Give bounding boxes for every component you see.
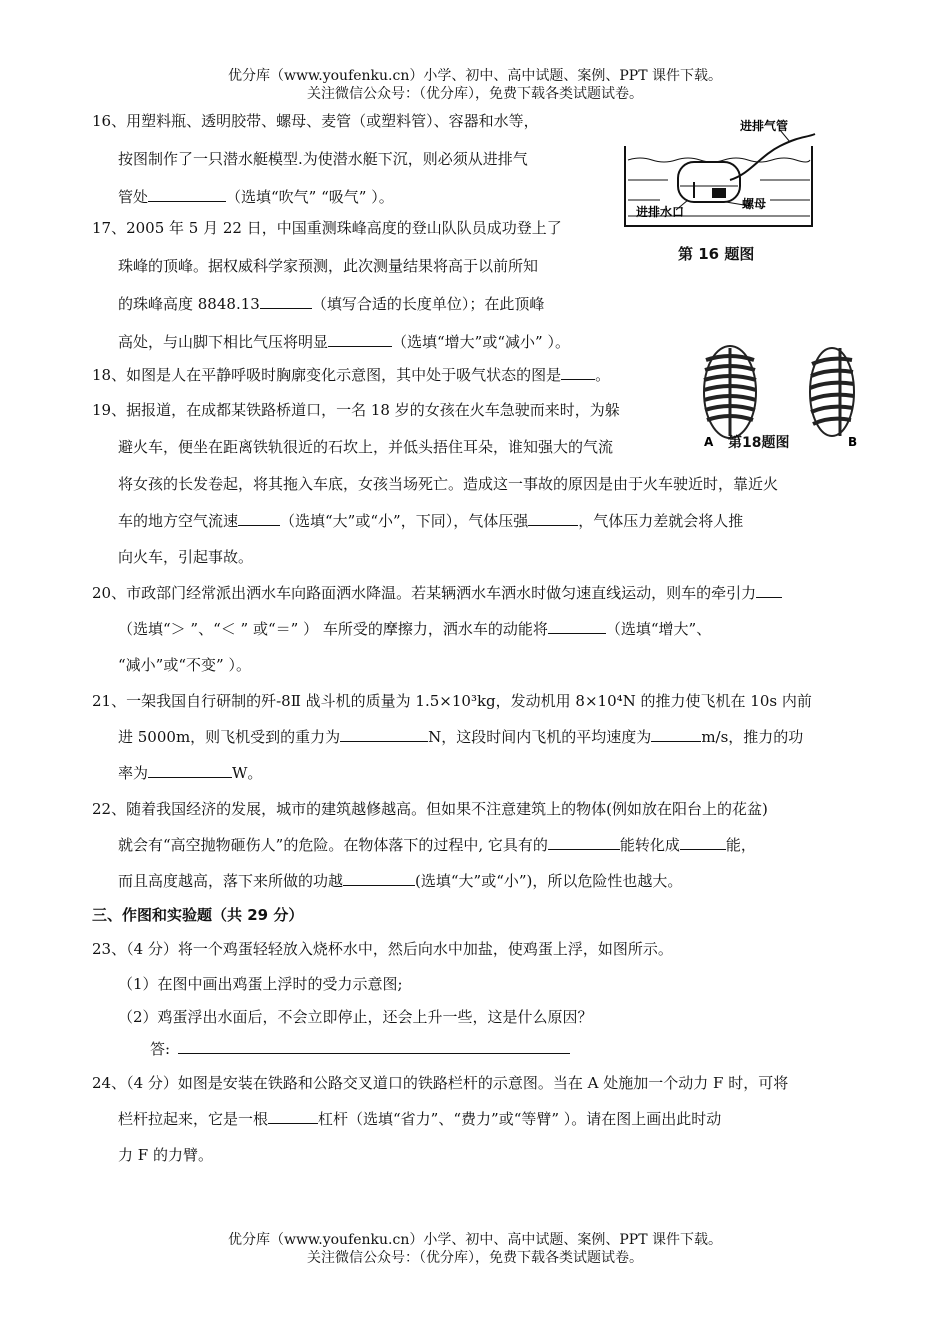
fig16-label-tube: 进排气管 [740, 119, 789, 133]
q23-answer-label: 答: [150, 1040, 171, 1058]
q20-force-blank[interactable] [756, 583, 782, 598]
q20-text-a: 20、市政部门经常派出洒水车向路面洒水降温。若某辆洒水车洒水时做匀速直线运动，则车的牵引力 [92, 584, 757, 602]
q19-line-3: 将女孩的长发卷起，将其拖入车底，女孩当场死亡。造成这一事故的原因是由于火车驶近时，靠近火 [118, 475, 779, 493]
q22-line-3 [118, 870, 682, 891]
q20-line-2 [118, 618, 711, 639]
q20-line-3: “减小”或“不变” ）。 [118, 656, 251, 674]
q19-speed-blank[interactable] [238, 511, 280, 526]
q20-energy-blank[interactable] [548, 619, 606, 634]
q16-answer-blank[interactable] [148, 187, 226, 202]
q17-pressure-blank[interactable] [328, 332, 392, 347]
q24-text-a: 栏杆拉起来，它是一根 [118, 1110, 269, 1128]
section-3-heading: 三、作图和实验题（共 29 分） [92, 906, 304, 924]
q16-text-a: 管处 [118, 188, 149, 206]
q24-line-1: 24、（4 分）如图是安装在铁路和公路交叉道口的铁路栏杆的示意图。当在 A 处施加一个动力 F 时，可将 [92, 1074, 789, 1092]
q19-pressure-blank[interactable] [528, 511, 578, 526]
q18-text-b: 。 [595, 366, 611, 384]
q16-text-b: （选填“吹气” “吸气” ）。 [226, 188, 394, 206]
fig16-label-inlet: 进排水口 [636, 205, 685, 219]
page-footer-line-1: 优分库（www.youfenku.cn）小学、初中、高中试题、案例、PPT 课件下载。 [227, 1232, 722, 1248]
q21-text-c: m/s，推力的功 [701, 728, 804, 746]
ribcage-a-image [704, 346, 756, 438]
q16-line-3 [118, 186, 394, 207]
page-header-line-2: 关注微信公众号：（优分库），免费下载各类试题试卷。 [307, 86, 643, 102]
q23-line-1: 23、（4 分）将一个鸡蛋轻轻放入烧杯水中，然后向水中加盐，使鸡蛋上浮，如图所示。 [92, 940, 673, 958]
q18-line-1 [92, 364, 610, 385]
page-footer-line-2: 关注微信公众号：（优分库），免费下载各类试题试卷。 [307, 1250, 643, 1266]
q24-line-3: 力 F 的力臂。 [118, 1146, 213, 1164]
q21-gravity-blank[interactable] [340, 727, 428, 742]
q24-line-2 [118, 1108, 721, 1129]
q17-line-1: 17、2005 年 5 月 22 日，中国重测珠峰高度的登山队队员成功登上了 [92, 219, 562, 237]
ribcage-b-image [810, 348, 854, 436]
q21-text-e: W。 [232, 764, 263, 782]
q20-text-c: （选填“增大”、 [605, 620, 712, 638]
q19-line-4 [118, 510, 743, 531]
q21-text-a: 进 5000m，则飞机受到的重力为 [118, 728, 341, 746]
submarine-model-figure [620, 116, 820, 231]
q23-line-2: （1）在图中画出鸡蛋上浮时的受力示意图; [118, 975, 403, 993]
q18-answer-blank[interactable] [561, 365, 595, 380]
q17-line-4 [118, 331, 570, 352]
q19-line-5: 向火车，引起事故。 [118, 548, 254, 566]
q21-line-1: 21、一架我国自行研制的歼-8Ⅱ 战斗机的质量为 1.5×10³kg，发动机用 8×10⁴N 的推力使飞机在 10s 内前 [92, 692, 812, 710]
q18-text-a: 18、如图是人在平静呼吸时胸廓变化示意图，其中处于吸气状态的图是 [92, 366, 562, 384]
q19-text-b: （选填“大”或“小”，下同），气体压强 [280, 512, 529, 530]
q17-text-c: 高处，与山脚下相比气压将明显 [118, 333, 329, 351]
q22-text-d: 而且高度越高，落下来所做的功越 [118, 872, 344, 890]
fig16-label-nut: 螺母 [742, 197, 767, 211]
q19-text-c: ，气体压力差就会将人推 [578, 512, 744, 530]
q21-text-b: N，这段时间内飞机的平均速度为 [428, 728, 652, 746]
q23-answer-line[interactable] [178, 1039, 570, 1054]
q22-text-e: (选填“大”或“小”)，所以危险性也越大。 [415, 872, 683, 890]
q22-energy-from-blank[interactable] [548, 835, 620, 850]
q22-line-2 [118, 834, 756, 855]
q16-line-1: 16、用塑料瓶、透明胶带、螺母、麦管（或塑料管）、容器和水等， [92, 112, 539, 130]
q20-text-b: （选填“＞ ”、“＜ ” 或“＝” ） 车所受的摩擦力，洒水车的动能将 [118, 620, 548, 638]
fig18-label-b: B [848, 435, 858, 449]
q21-power-blank[interactable] [148, 763, 232, 778]
page-header-line-1: 优分库（www.youfenku.cn）小学、初中、高中试题、案例、PPT 课件下载。 [227, 68, 722, 84]
q21-line-2 [118, 726, 803, 747]
q20-line-1 [92, 582, 782, 603]
q19-line-2: 避火车，便坐在距离铁轨很近的石坎上，并低头捂住耳朵，谁知强大的气流 [118, 438, 614, 456]
fig18-caption: 第18题图 [728, 435, 790, 451]
q21-text-d: 率为 [118, 764, 149, 782]
q19-text-a: 车的地方空气流速 [118, 512, 239, 530]
q22-text-a: 就会有“高空抛物砸伤人”的危险。在物体落下的过程中, 它具有的 [118, 836, 548, 854]
q17-unit-blank[interactable] [260, 294, 312, 309]
q22-energy-to-blank[interactable] [680, 835, 726, 850]
q22-work-blank[interactable] [343, 871, 415, 886]
q19-line-1: 19、据报道，在成都某铁路桥道口，一名 18 岁的女孩在火车急驶而来时，为躲 [92, 401, 620, 419]
q17-text-b: （填写合适的长度单位）；在此顶峰 [311, 295, 545, 313]
q22-text-c: 能， [725, 836, 756, 854]
q23-line-4 [150, 1038, 570, 1059]
q21-line-3 [118, 762, 262, 783]
q24-lever-blank[interactable] [268, 1109, 318, 1124]
q17-text-a: 的珠峰高度 8848.13 [118, 295, 260, 313]
q17-line-3 [118, 293, 544, 314]
q24-text-b: 杠杆（选填“省力”、“费力”或“等臂” ）。请在图上画出此时动 [318, 1110, 722, 1128]
q17-line-2: 珠峰的顶峰。据权威科学家预测，此次测量结果将高于以前所知 [118, 257, 539, 275]
q22-text-b: 能转化成 [619, 836, 680, 854]
q22-line-1: 22、随着我国经济的发展，城市的建筑越修越高。但如果不注意建筑上的物体(例如放在阳台上的花盆) [92, 800, 768, 818]
q23-line-3: （2）鸡蛋浮出水面后，不会立即停止，还会上升一些，这是什么原因？ [118, 1008, 593, 1026]
q17-text-d: （选填“增大”或“减小” ）。 [392, 333, 570, 351]
fig18-label-a: A [704, 435, 714, 449]
q21-speed-blank[interactable] [651, 727, 701, 742]
nut-icon [712, 188, 726, 198]
q16-line-2: 按图制作了一只潜水艇模型.为使潜水艇下沉，则必须从进排气 [118, 150, 528, 168]
fig16-caption: 第 16 题图 [678, 245, 755, 263]
